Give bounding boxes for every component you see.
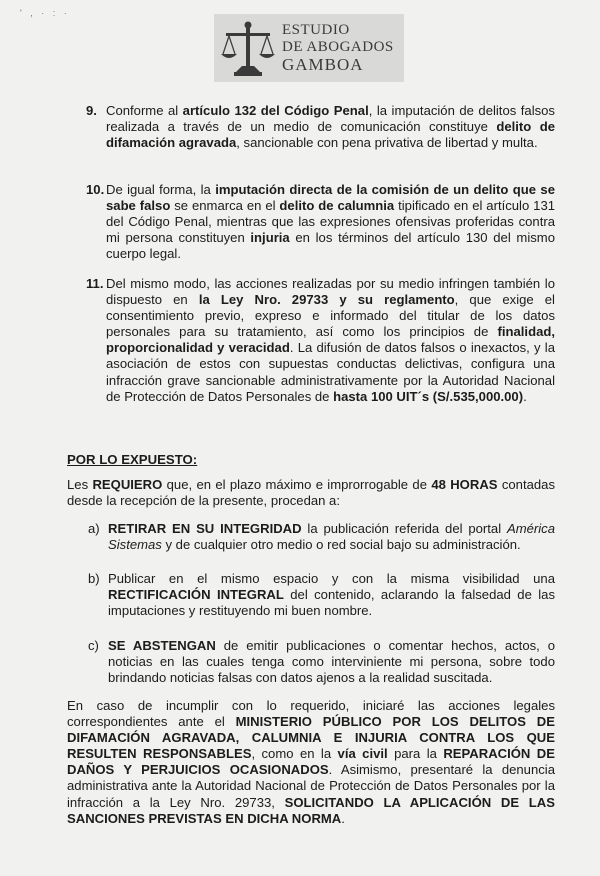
item-number: 10. [86,182,105,197]
item-text: RETIRAR EN SU INTEGRIDAD la publicación referida del portal América Sistemas y de cualquier otro medio o red social bajo su administración. [108,521,555,553]
item-text: De igual forma, la imputación directa de la comisión de un delito que se sabe falso se enmarca en el delito de calumnia tipificado en el artículo 131 del Código Penal, mientras que las expresiones ofensivas proferidas contra mi persona constituyen injuria en los términos del artículo 130 del mismo cuerpo legal. [106,182,556,262]
section-heading: POR LO EXPUESTO: [67,452,198,467]
firm-letterhead [214,14,404,82]
item-text: Conforme al artículo 132 del Código Penal, la imputación de delitos falsos realizada a través de un medio de comunicación constituye delito de difamación agravada, sancionable con pena privativa de libertad y multa. [106,103,555,151]
item-number: 9. [86,103,97,118]
numbered-item-9 [86,103,555,151]
firm-name-line2: DE ABOGADOS [282,39,394,55]
request-item-c [88,638,555,686]
item-label: c) [88,638,99,653]
firm-name-line1: ESTUDIO [282,22,350,38]
item-number: 11. [86,276,104,291]
scan-specks: ' , · : · [20,8,70,18]
item-text: SE ABSTENGAN de emitir publicaciones o comentar hechos, actos, o noticias en las cuales tenga como interviniente mi persona, sobre todo brindando noticias falsas con datos ajenos a la realidad suscitada. [108,638,555,686]
numbered-item-11 [86,276,555,405]
item-text: Publicar en el mismo espacio y con la misma visibilidad una RECTIFICACIÓN INTEGRAL del contenido, aclarando la falsedad de las imputaciones y restituyendo mi buen nombre. [108,571,555,619]
firm-name [282,22,394,73]
item-label: b) [88,571,100,586]
request-item-b [88,571,555,619]
numbered-item-10 [86,182,555,262]
item-label: a) [88,521,100,536]
firm-name-line3: GAMBOA [282,55,364,74]
item-text: Del mismo modo, las acciones realizadas por su medio infringen también lo dispuesto en la Ley Nro. 29733 y su reglamento, que exige el consentimiento previo, expreso e informado del titular de los datos personales para su tratamiento, así como los principios de finalidad, proporcionalidad y veracidad. La difusión de datos falsos o inexactos, y la asociación de estos con supuestas conductas delictivas, configura una infracción grave sancionable administrativamente por la Autoridad Nacional de Protección de Datos Personales de hasta 100 UIT´s (S/.535,000.00). [106,276,555,404]
scales-of-justice-icon [220,20,276,78]
closing-paragraph: En caso de incumplir con lo requerido, iniciaré las acciones legales correspondientes ante el MINISTERIO PÚBLICO POR LOS DELITOS DE DIFAMACIÓN AGRAVADA, CALUMNIA E INJURIA CONTRA LOS QUE RESULTEN RESPONSABLES, como en la vía civil para la REPARACIÓN DE DAÑOS Y PERJUICIOS OCASIONADOS. Asimismo, presentaré la denuncia administrativa ante la Autoridad Nacional de Protección de Datos Personales por la infracción a la Ley Nro. 29733, SOLICITANDO LA APLICACIÓN DE LAS SANCIONES PREVISTAS EN DICHA NORMA. [67,698,555,826]
intro-paragraph: Les REQUIERO que, en el plazo máximo e improrrogable de 48 HORAS contadas desde la recepción de la presente, procedan a: [67,477,555,509]
request-item-a [88,521,555,553]
